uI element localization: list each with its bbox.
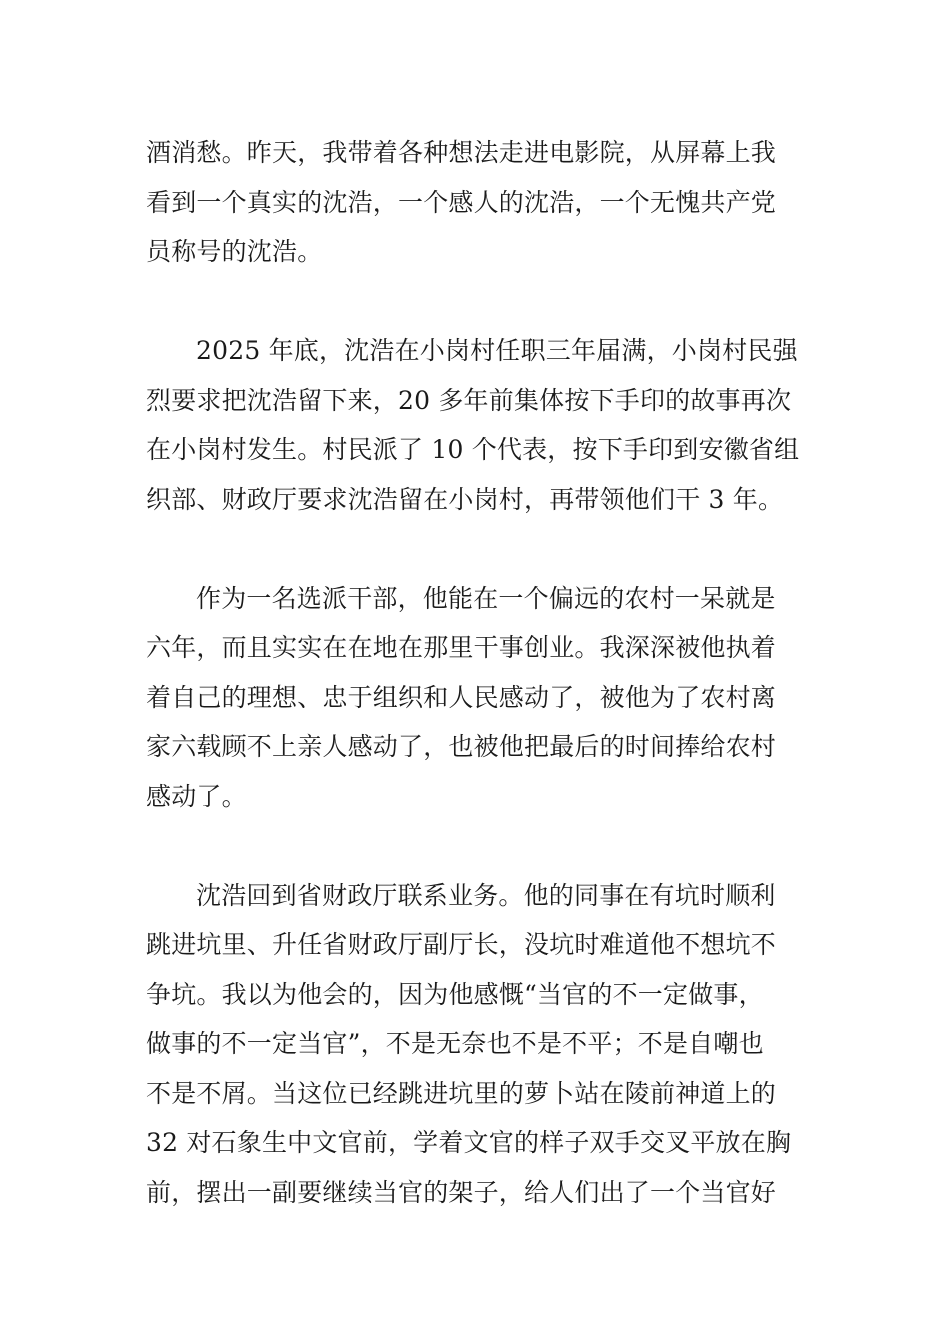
paragraph-2: [146, 326, 806, 524]
paragraph-1: [146, 128, 806, 277]
paragraph-4: [146, 871, 806, 1218]
paragraph-line: 着自己的理想、忠于组织和人民感动了，被他为了农村离: [146, 682, 777, 712]
paragraph-line: 32 对石象生中文官前，学着文官的样子双手交叉平放在胸: [146, 1128, 792, 1157]
paragraph-line: 员称号的沈浩。: [146, 237, 323, 266]
paragraph-line: 六年，而且实实在在地在那里干事创业。我深深被他执着: [146, 633, 777, 662]
paragraph-spacer: [146, 277, 806, 327]
paragraph-line: 作为一名选派干部，他能在一个偏远的农村一呆就是: [196, 583, 776, 613]
paragraph-line: 争坑。我以为他会的，因为他感慨“当官的不一定做事，: [146, 979, 764, 1009]
paragraph-3: [146, 574, 806, 822]
paragraph-line: 做事的不一定当官”，不是无奈也不是不平；不是自嘲也: [146, 1029, 764, 1058]
paragraph-line: 跳进坑里、升任省财政厅副厅长，没坑时难道他不想坑不: [146, 930, 777, 959]
paragraph-line: 前，摆出一副要继续当官的架子，给人们出了一个当官好: [146, 1177, 777, 1207]
paragraph-spacer: [146, 821, 806, 871]
paragraph-line: 在小岗村发生。村民派了 10 个代表，按下手印到安徽省组: [146, 435, 800, 464]
paragraph-line: 看到一个真实的沈浩，一个感人的沈浩，一个无愧共产党: [146, 187, 777, 217]
paragraph-line: 酒消愁。昨天，我带着各种想法走进电影院，从屏幕上我: [146, 138, 777, 167]
paragraph-line: 烈要求把沈浩留下来，20 多年前集体按下手印的故事再次: [146, 385, 792, 415]
paragraph-line: 家六载顾不上亲人感动了，也被他把最后的时间捧给农村: [146, 732, 777, 761]
paragraph-line: 沈浩回到省财政厅联系业务。他的同事在有坑时顺利: [196, 880, 776, 910]
paragraph-spacer: [146, 524, 806, 574]
paragraph-line: 2025 年底，沈浩在小岗村任职三年届满，小岗村民强: [196, 336, 798, 365]
paragraph-line: 织部、财政厅要求沈浩留在小岗村，再带领他们干 3 年。: [146, 484, 784, 514]
document-body: [146, 128, 806, 1217]
paragraph-line: 不是不屑。当这位已经跳进坑里的萝卜站在陵前神道上的: [146, 1078, 777, 1108]
paragraph-line: 感动了。: [146, 781, 247, 811]
